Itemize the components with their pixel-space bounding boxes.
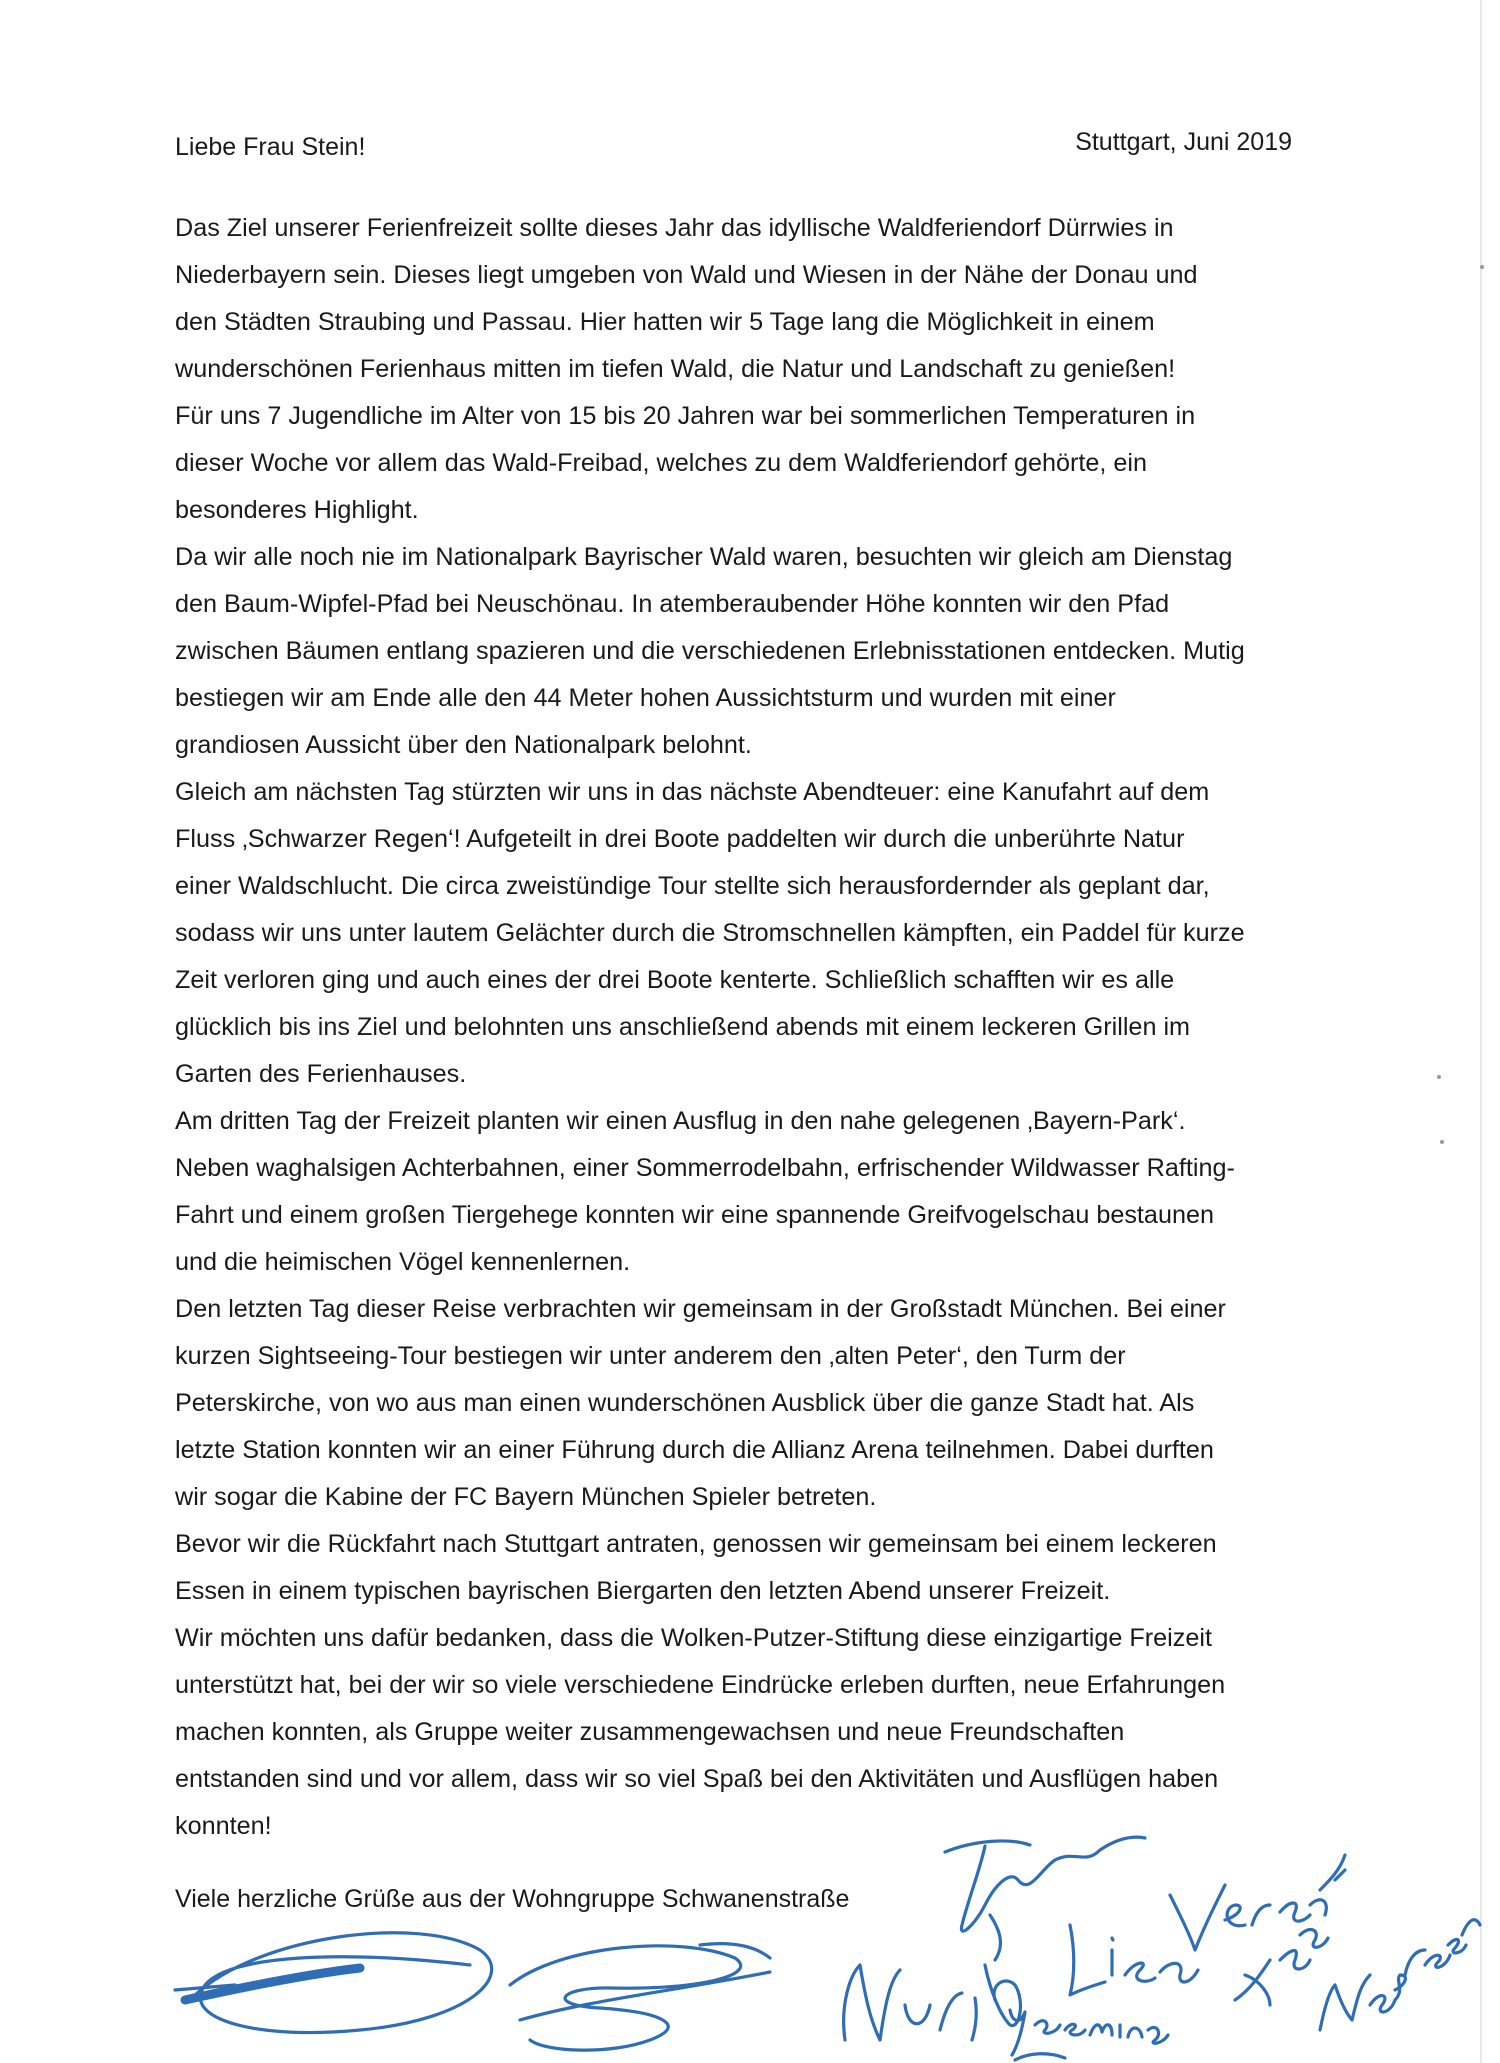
body-line: Neben waghalsigen Achterbahnen, einer Sommerrodelbahn, erfrischender Wildwasser Rafting- <box>175 1154 1235 1182</box>
body-line: kurzen Sightseeing-Tour bestiegen wir unter anderem den ‚alten Peter‘, den Turm der <box>175 1342 1126 1370</box>
body-line: bestiegen wir am Ende alle den 44 Meter hohen Aussichtsturm und wurden mit einer <box>175 684 1116 712</box>
body-line: dieser Woche vor allem das Wald-Freibad, welches zu dem Waldferiendorf gehörte, ein <box>175 449 1148 477</box>
place-date: Stuttgart, Juni 2019 <box>1075 128 1292 156</box>
body-line: konnten! <box>175 1812 272 1840</box>
signature-lisa <box>1070 1925 1198 1995</box>
body-line: zwischen Bäumen entlang spazieren und die verschiedenen Erlebnisstationen entdecken. Mutig <box>175 637 1245 665</box>
body-line: Am dritten Tag der Freizeit planten wir einen Ausflug in den nahe gelegenen ‚Bayern-Park‘. <box>175 1107 1186 1135</box>
body-line: Wir möchten uns dafür bedanken, dass die Wolken-Putzer-Stiftung diese einzigartige Freizeit <box>175 1624 1212 1652</box>
body-line: Den letzten Tag dieser Reise verbrachten wir gemeinsam in der Großstadt München. Bei einer <box>175 1295 1226 1323</box>
body-line: Niederbayern sein. Dieses liegt umgeben von Wald und Wiesen in der Nähe der Donau und <box>175 261 1198 289</box>
body-line: besonderes Highlight. <box>175 496 419 524</box>
signature-scribble <box>195 1933 492 2033</box>
signature-scribble <box>1235 1855 1345 2005</box>
body-line: Das Ziel unserer Ferienfreizeit sollte dieses Jahr das idyllische Waldferiendorf Dürrwies in <box>175 214 1174 242</box>
body-line: Fluss ‚Schwarzer Regen‘! Aufgeteilt in drei Boote paddelten wir durch die unberührte Natur <box>175 825 1185 853</box>
body-line: grandiosen Aussicht über den Nationalpark belohnt. <box>175 731 752 759</box>
signature-yasmina <box>1010 2010 1168 2055</box>
body-line: entstanden sind und vor allem, dass wir so viel Spaß bei den Aktivitäten und Ausflügen haben <box>175 1765 1219 1793</box>
signature-yasmina <box>1015 2054 1065 2060</box>
body-line: sodass wir uns unter lautem Gelächter durch die Stromschnellen kämpften, ein Paddel für kurze <box>175 919 1245 947</box>
body-line: den Städten Straubing und Passau. Hier hatten wir 5 Tage lang die Möglichkeit in einem <box>175 308 1155 336</box>
salutation: Liebe Frau Stein! <box>175 133 366 161</box>
body-line: glücklich bis ins Ziel und belohnten uns anschließend abends mit einem leckeren Grillen im <box>175 1013 1191 1041</box>
signature-scribble <box>844 1965 1021 2040</box>
body-line: einer Waldschlucht. Die circa zweistündige Tour stellte sich herausfordernder als geplant dar, <box>175 872 1210 900</box>
body-line: und die heimischen Vögel kennenlernen. <box>175 1248 631 1276</box>
body-line: den Baum-Wipfel-Pfad bei Neuschönau. In atemberaubender Höhe konnten wir den Pfad <box>175 590 1170 618</box>
body-line: letzte Station konnten wir an einer Führung durch die Allianz Arena teilnehmen. Dabei durften <box>175 1436 1214 1464</box>
body-line: Peterskirche, von wo aus man einen wunderschönen Ausblick über die ganze Stadt hat. Als <box>175 1389 1195 1417</box>
signature-scribble <box>510 1946 770 2050</box>
body-line: Essen in einem typischen bayrischen Biergarten den letzten Abend unserer Freizeit. <box>175 1577 1111 1605</box>
signature-vera <box>1170 1885 1310 1950</box>
body-line: Zeit verloren ging und auch eines der drei Boote kenterte. Schließlich schafften wir es alle <box>175 966 1175 994</box>
body-line: Für uns 7 Jugendliche im Alter von 15 bis 20 Jahren war bei sommerlichen Temperaturen in <box>175 402 1196 430</box>
signature-scribble <box>990 1915 1000 1960</box>
body-line: Gleich am nächsten Tag stürzten wir uns in das nächste Abendteuer: eine Kanufahrt auf dem <box>175 778 1210 806</box>
body-line: wunderschönen Ferienhaus mitten im tiefen Wald, die Natur und Landschaft zu genießen! <box>175 355 1176 383</box>
body-line: unterstützt hat, bei der wir so viele verschiedene Eindrücke erleben durften, neue Erfahrungen <box>175 1671 1226 1699</box>
body-line: Bevor wir die Rückfahrt nach Stuttgart antraten, genossen wir gemeinsam bei einem leckeren <box>175 1530 1217 1558</box>
body-line: Fahrt und einem großen Tiergehege konnten wir eine spannende Greifvogelschau bestaunen <box>175 1201 1214 1229</box>
body-line: machen konnten, als Gruppe weiter zusammengewachsen und neue Freundschaften <box>175 1718 1125 1746</box>
closing-line: Viele herzliche Grüße aus der Wohngruppe Schwanenstraße <box>175 1885 850 1913</box>
signature-scribble <box>945 1837 1145 1931</box>
signature-nasreen <box>1320 1920 1480 2030</box>
body-line: Da wir alle noch nie im Nationalpark Bayrischer Wald waren, besuchten wir gleich am Dienstag <box>175 543 1233 571</box>
body-line: Garten des Ferienhauses. <box>175 1060 467 1088</box>
body-line: wir sogar die Kabine der FC Bayern München Spieler betreten. <box>175 1483 877 1511</box>
